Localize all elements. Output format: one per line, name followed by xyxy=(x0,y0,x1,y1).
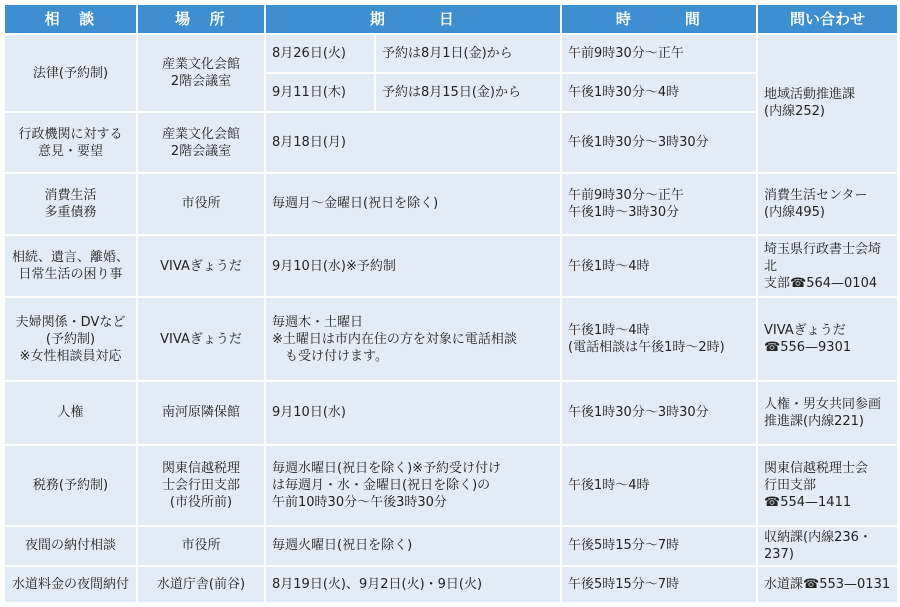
time-cell: 午前9時30分〜正午 午後1時〜3時30分 xyxy=(561,173,757,235)
place-cell: 関東信越税理 士会行田支部 (市役所前) xyxy=(137,445,265,525)
consultation-schedule-table xyxy=(3,3,899,604)
place-cell: 産業文化会館 2階会議室 xyxy=(137,112,265,172)
contact-cell: 埼玉県行政書士会埼北 支部☎564—0104 xyxy=(757,235,898,297)
consultation-name: 法律(予約制) xyxy=(4,34,137,112)
date-cell: 毎週木・土曜日 ※土曜日は市内在住の方を対象に電話相談 も受け付けます。 xyxy=(265,297,561,380)
table-row xyxy=(4,34,898,73)
date-cell: 8月19日(火)、9月2日(火)・9日(火) xyxy=(265,566,561,603)
table-row xyxy=(4,235,898,297)
time-cell: 午後1時〜4時 (電話相談は午後1時〜2時) xyxy=(561,297,757,380)
contact-cell: 人権・男女共同参画 推進課(内線221) xyxy=(757,381,898,445)
consultation-name: 水道料金の夜間納付 xyxy=(4,566,137,603)
consultation-name: 夜間の納付相談 xyxy=(4,526,137,566)
consultation-name: 夫婦関係・DVなど (予約制) ※女性相談員対応 xyxy=(4,297,137,380)
date-cell: 8月26日(火) xyxy=(265,34,375,73)
place-cell: 水道庁舎(前谷) xyxy=(137,566,265,603)
place-cell: 南河原隣保館 xyxy=(137,381,265,445)
header-place: 場 所 xyxy=(137,4,265,34)
contact-cell: 収納課(内線236・237) xyxy=(757,526,898,566)
time-cell: 午前9時30分〜正午 xyxy=(561,34,757,73)
header-row xyxy=(4,4,898,34)
table-row xyxy=(4,566,898,603)
contact-cell: 関東信越税理士会 行田支部 ☎554—1411 xyxy=(757,445,898,525)
header-time: 時 間 xyxy=(561,4,757,34)
consultation-name: 人権 xyxy=(4,381,137,445)
table-row xyxy=(4,173,898,235)
consultation-name: 行政機関に対する 意見・要望 xyxy=(4,112,137,172)
table-row xyxy=(4,526,898,566)
contact-cell: VIVAぎょうだ ☎556—9301 xyxy=(757,297,898,380)
place-cell: 市役所 xyxy=(137,173,265,235)
time-cell: 午後5時15分〜7時 xyxy=(561,526,757,566)
consultation-name: 税務(予約制) xyxy=(4,445,137,525)
time-cell: 午後1時30分〜3時30分 xyxy=(561,381,757,445)
date-cell: 9月10日(水)※予約制 xyxy=(265,235,561,297)
table-row xyxy=(4,445,898,525)
date-cell: 9月11日(木) xyxy=(265,73,375,112)
contact-cell: 消費生活センター (内線495) xyxy=(757,173,898,235)
consultation-name: 消費生活 多重債務 xyxy=(4,173,137,235)
date-cell: 毎週月〜金曜日(祝日を除く) xyxy=(265,173,561,235)
date-cell: 8月18日(月) xyxy=(265,112,561,172)
time-cell: 午後1時〜4時 xyxy=(561,235,757,297)
header-date: 期 日 xyxy=(265,4,561,34)
table-row xyxy=(4,381,898,445)
date-cell: 9月10日(水) xyxy=(265,381,561,445)
table-row xyxy=(4,297,898,380)
time-cell: 午後1時〜4時 xyxy=(561,445,757,525)
header-consultation: 相 談 xyxy=(4,4,137,34)
place-cell: VIVAぎょうだ xyxy=(137,297,265,380)
contact-cell: 水道課☎553—0131 xyxy=(757,566,898,603)
reservation-note: 予約は8月15日(金)から xyxy=(375,73,561,112)
place-cell: VIVAぎょうだ xyxy=(137,235,265,297)
header-contact: 問い合わせ xyxy=(757,4,898,34)
date-cell: 毎週水曜日(祝日を除く)※予約受け付け は毎週月・水・金曜日(祝日を除く)の 午前10時30分〜午後3時30分 xyxy=(265,445,561,525)
time-cell: 午後1時30分〜4時 xyxy=(561,73,757,112)
time-cell: 午後5時15分〜7時 xyxy=(561,566,757,603)
contact-cell: 地域活動推進課 (内線252) xyxy=(757,34,898,173)
reservation-note: 予約は8月1日(金)から xyxy=(375,34,561,73)
consultation-name: 相続、遺言、離婚、 日常生活の困り事 xyxy=(4,235,137,297)
time-cell: 午後1時30分〜3時30分 xyxy=(561,112,757,172)
date-cell: 毎週火曜日(祝日を除く) xyxy=(265,526,561,566)
place-cell: 産業文化会館 2階会議室 xyxy=(137,34,265,112)
place-cell: 市役所 xyxy=(137,526,265,566)
